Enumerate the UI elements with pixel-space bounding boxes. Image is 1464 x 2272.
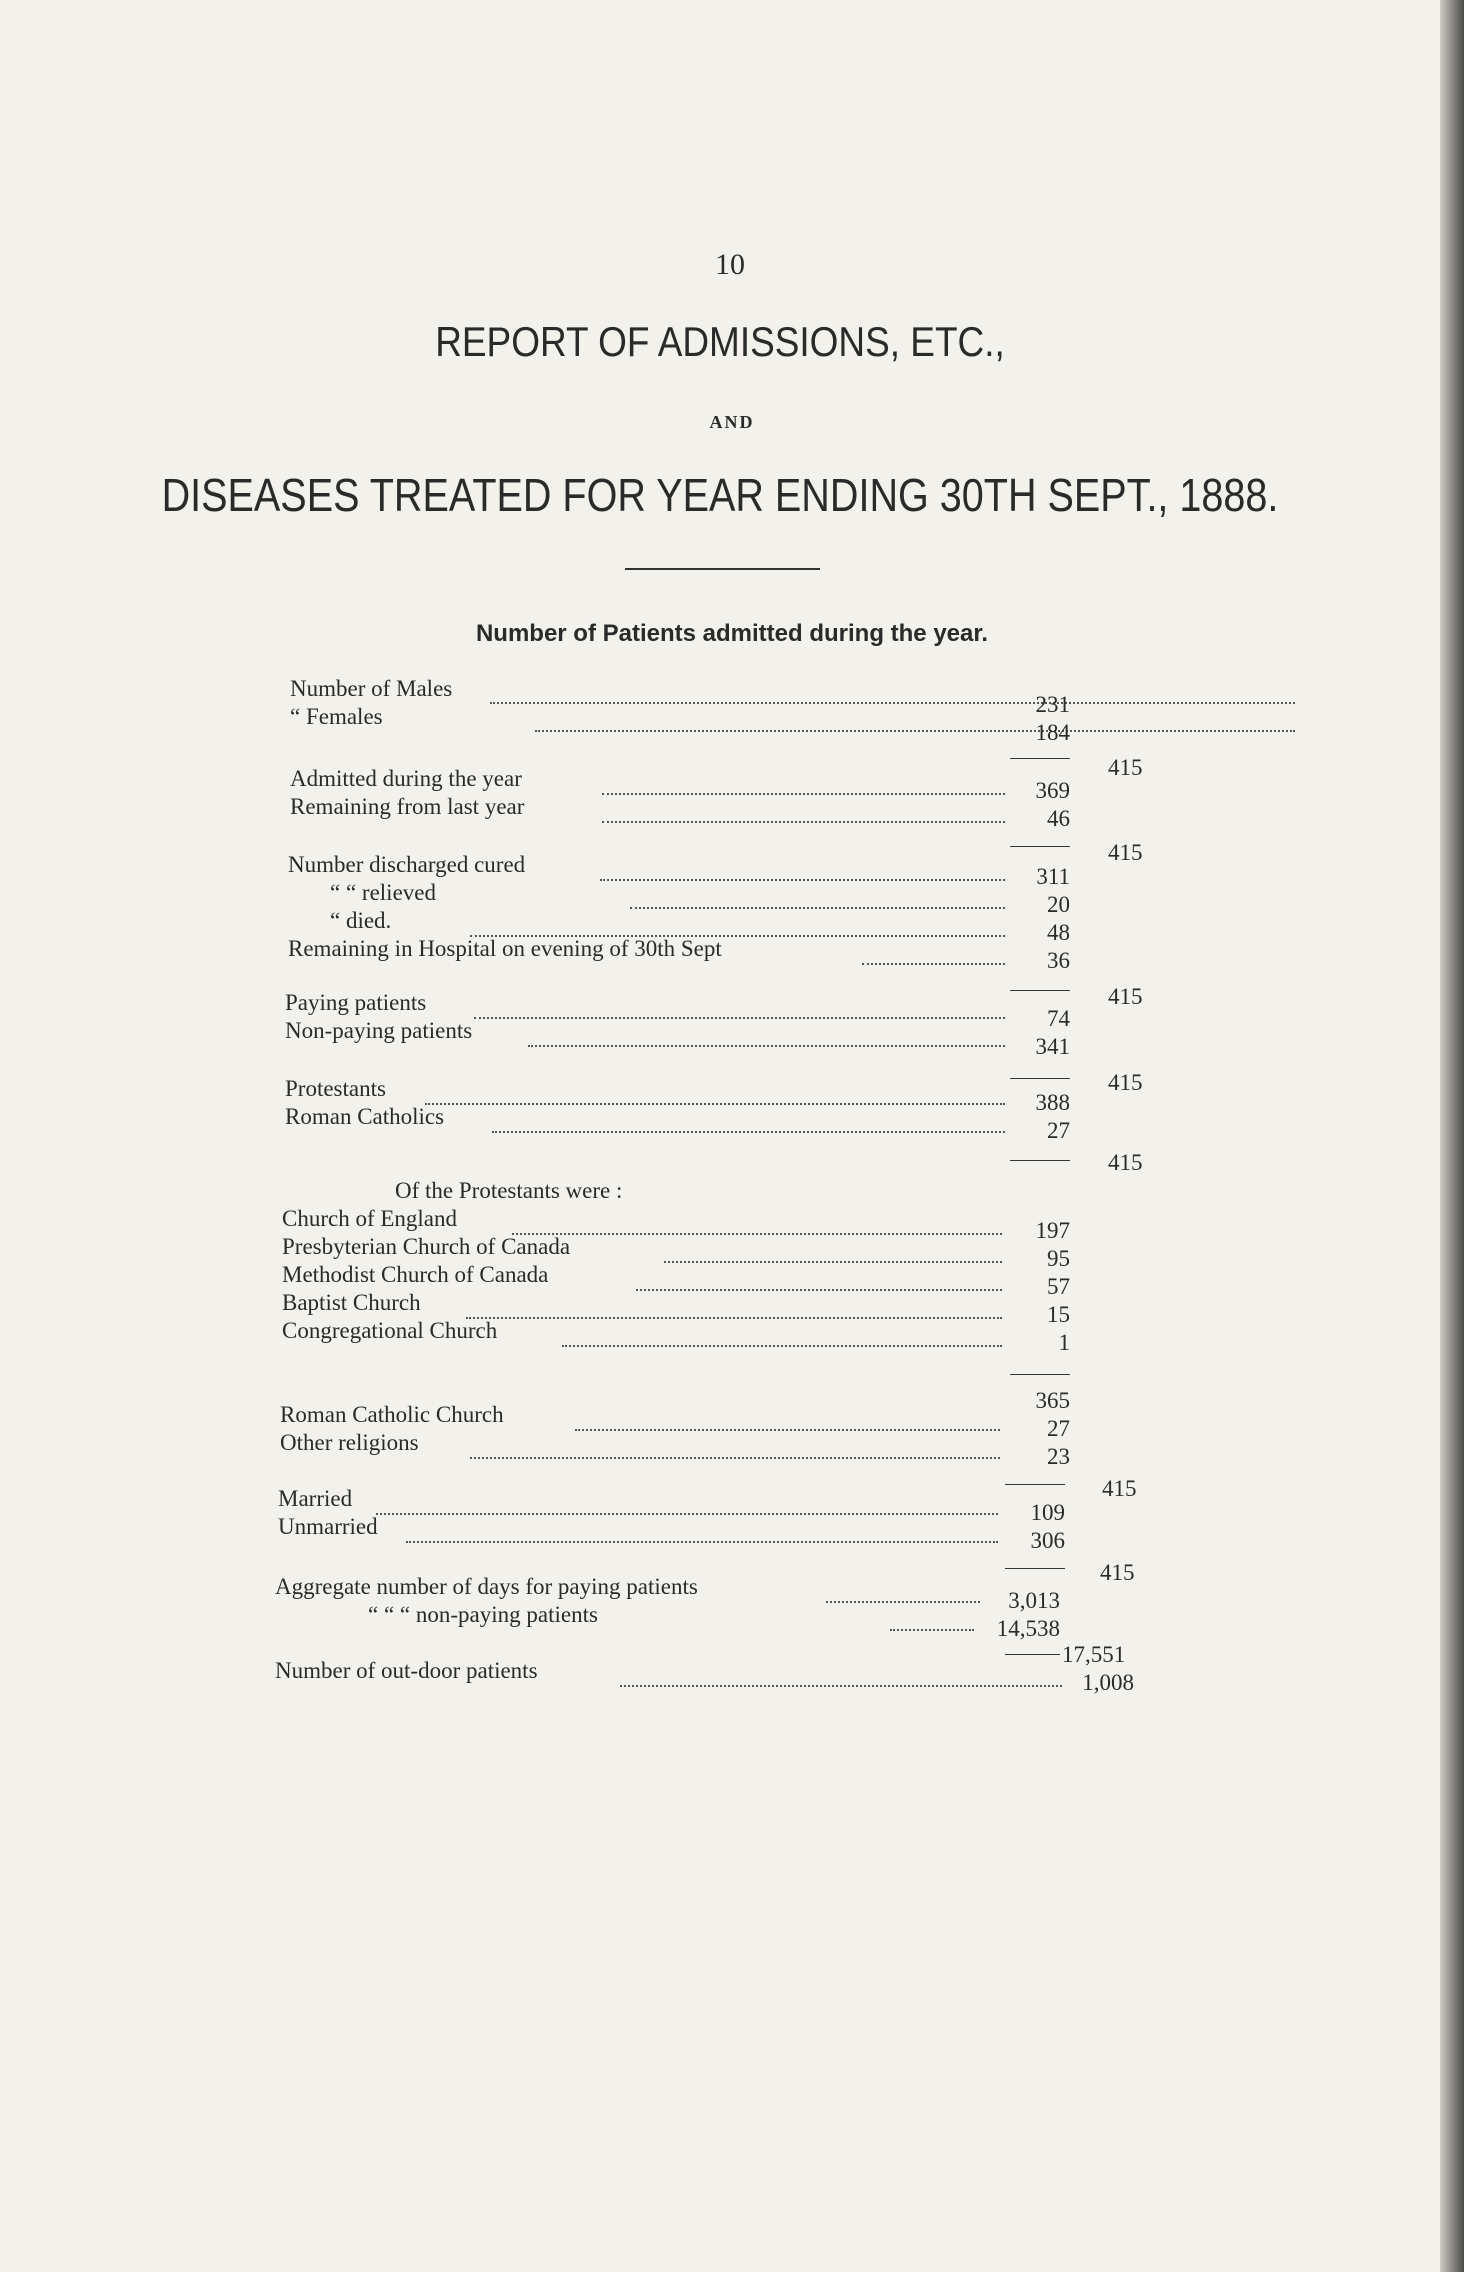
sub-heading: Of the Protestants were : [395, 1178, 623, 1203]
row-value: 184 [1035, 720, 1070, 745]
row-label: “ Females [290, 704, 383, 729]
row-label: Methodist Church of Canada [282, 1262, 549, 1287]
group-total: 415 [1108, 1150, 1143, 1175]
dot-leader [490, 702, 1295, 704]
row-label: Remaining in Hospital on evening of 30th Sept [288, 936, 722, 961]
row-value: 15 [1047, 1302, 1070, 1327]
row-value: 27 [1047, 1118, 1070, 1143]
dot-leader [862, 963, 1005, 965]
row-value: 27 [1047, 1416, 1070, 1441]
row-label: Baptist Church [282, 1290, 421, 1315]
group-total: 415 [1108, 1070, 1143, 1095]
row-label: Number of Males [290, 676, 453, 701]
dot-leader [512, 1233, 1002, 1235]
dot-leader [636, 1289, 1002, 1291]
group-total: 415 [1108, 984, 1143, 1009]
dot-leader [470, 1457, 1000, 1459]
row-value: 48 [1047, 920, 1070, 945]
row-value: 109 [1030, 1500, 1065, 1525]
row-value: 1,008 [1082, 1670, 1134, 1695]
row-value: 46 [1047, 806, 1070, 831]
dot-leader [406, 1541, 998, 1543]
row-label: Number of out-door patients [275, 1658, 538, 1683]
dot-leader [602, 821, 1005, 823]
row-value: 369 [1035, 778, 1070, 803]
sum-line [1010, 846, 1070, 847]
sum-line [1010, 990, 1070, 991]
sum-line [1010, 758, 1070, 759]
row-value: 197 [1035, 1218, 1070, 1243]
sum-line [1005, 1654, 1060, 1655]
group-total: 415 [1102, 1476, 1137, 1501]
row-label: Other religions [280, 1430, 419, 1455]
row-value: 57 [1047, 1274, 1070, 1299]
row-label: “ “ “ non-paying patients [368, 1602, 598, 1627]
row-label: Roman Catholics [285, 1104, 445, 1129]
row-label: Roman Catholic Church [280, 1402, 504, 1427]
sum-line [1005, 1484, 1065, 1485]
row-label: Married [278, 1486, 353, 1511]
book-edge [1440, 0, 1464, 2272]
sum-line [1010, 1160, 1070, 1161]
dot-leader [890, 1629, 974, 1631]
row-label: Number discharged cured [288, 852, 526, 877]
dot-leader [575, 1429, 1000, 1431]
row-value: 74 [1047, 1006, 1070, 1031]
dot-leader [630, 907, 1005, 909]
dot-leader [600, 879, 1005, 881]
report-title: REPORT OF ADMISSIONS, ETC., [435, 318, 1005, 365]
dot-leader [602, 793, 1005, 795]
dot-leader [466, 1317, 1002, 1319]
row-value: 3,013 [1008, 1588, 1060, 1613]
group-total: 17,551 [1062, 1642, 1126, 1667]
row-label: Protestants [285, 1076, 386, 1101]
section-heading: Number of Patients admitted during the year. [475, 620, 989, 647]
row-value: 388 [1035, 1090, 1070, 1115]
row-label: Admitted during the year [290, 766, 522, 791]
group-total: 415 [1100, 1560, 1135, 1585]
dot-leader [664, 1261, 1002, 1263]
dot-leader [620, 1685, 1062, 1687]
row-value: 306 [1030, 1528, 1065, 1553]
row-label: “ “ relieved [330, 880, 436, 905]
row-label: Unmarried [278, 1514, 378, 1539]
group-total: 415 [1108, 840, 1143, 865]
dot-leader [826, 1601, 980, 1603]
row-label: Remaining from last year [290, 794, 525, 819]
row-value: 23 [1047, 1444, 1070, 1469]
report-subtitle: DISEASES TREATED FOR YEAR ENDING 30TH SEPT., 1888. [161, 469, 1279, 521]
dot-leader [562, 1345, 1002, 1347]
row-label: Paying patients [285, 990, 427, 1015]
dot-leader [528, 1045, 1005, 1047]
row-value: 36 [1047, 948, 1070, 973]
title-rule [625, 568, 820, 570]
dot-leader [492, 1131, 1005, 1133]
row-value: 231 [1035, 692, 1070, 717]
row-label: Aggregate number of days for paying patients [275, 1574, 698, 1599]
sum-line [1005, 1568, 1065, 1569]
group-total: 415 [1108, 755, 1143, 780]
dot-leader [376, 1513, 998, 1515]
row-value: 14,538 [996, 1616, 1060, 1641]
dot-leader [474, 1017, 1005, 1019]
row-label: Presbyterian Church of Canada [282, 1234, 571, 1259]
row-value: 95 [1047, 1246, 1070, 1271]
title-conjunction: AND [709, 412, 755, 432]
row-value: 311 [1036, 864, 1070, 889]
dot-leader [535, 730, 1295, 732]
dot-leader [425, 1103, 1005, 1105]
row-value: 20 [1047, 892, 1070, 917]
subtotal-value: 365 [1035, 1388, 1070, 1413]
row-label: Non-paying patients [285, 1018, 473, 1043]
sum-line [1010, 1078, 1070, 1079]
page-number: 10 [715, 248, 745, 281]
row-label: “ died. [330, 908, 392, 933]
sum-line [1010, 1374, 1070, 1375]
row-label: Congregational Church [282, 1318, 498, 1343]
row-label: Church of England [282, 1206, 458, 1231]
row-value: 341 [1035, 1034, 1070, 1059]
row-value: 1 [1058, 1330, 1070, 1355]
